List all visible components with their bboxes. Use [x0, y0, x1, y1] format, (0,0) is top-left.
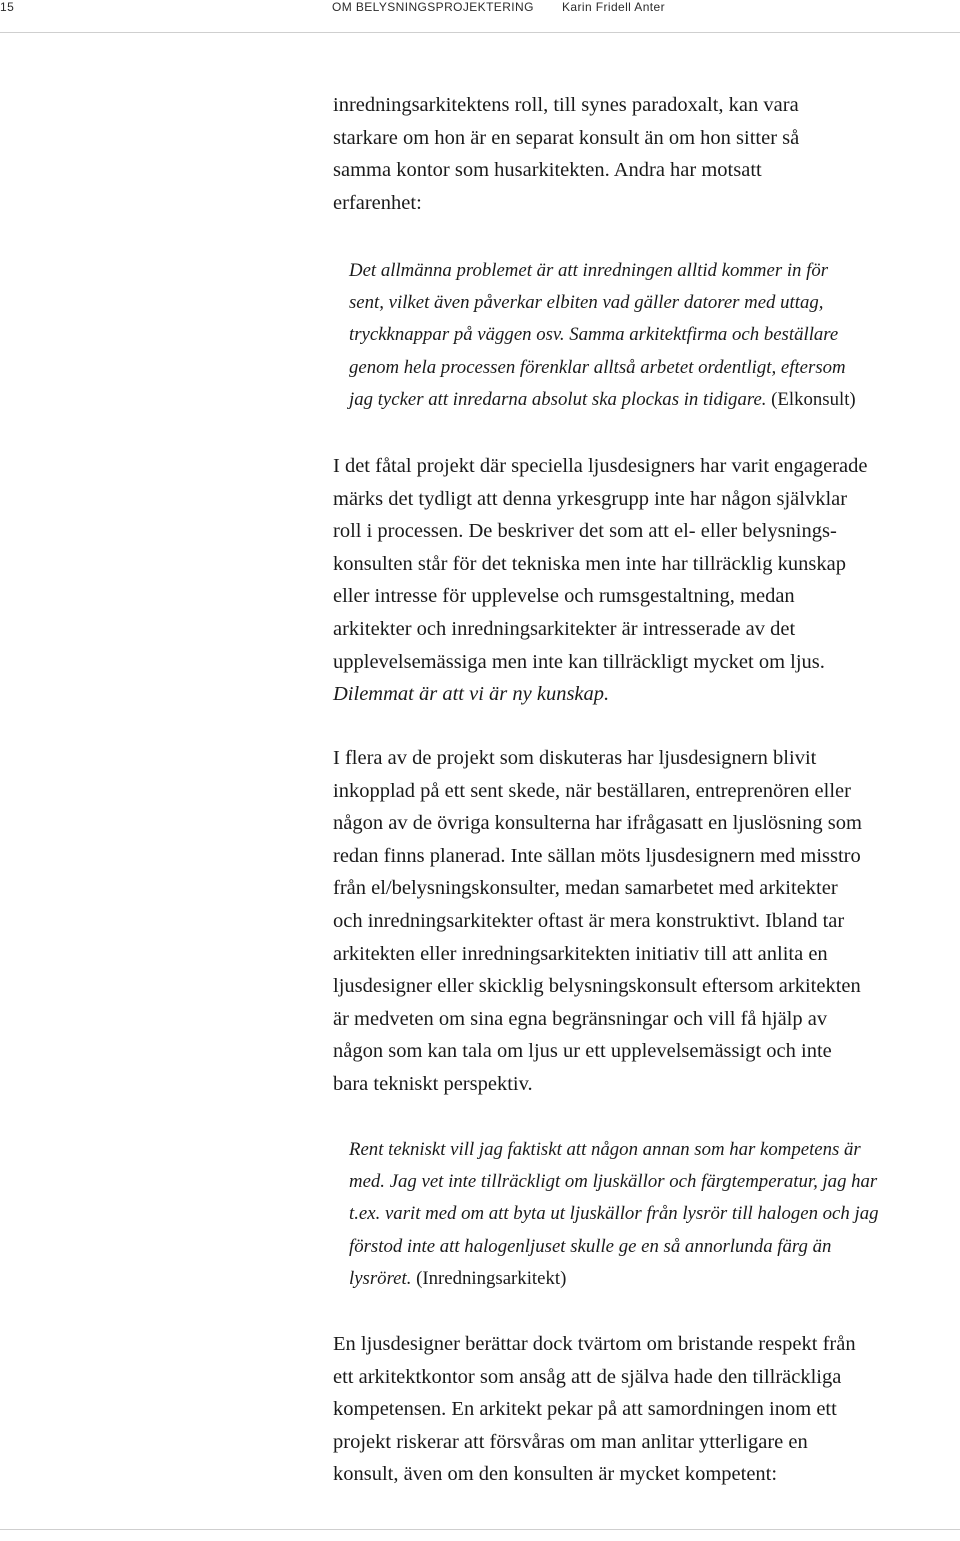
quote-line: Det allmänna problemet är att inredningen alltid kommer in för — [349, 260, 829, 281]
text-line: projekt riskerar att försvåras om man anlitar ytterligare en — [333, 1430, 808, 1453]
quote-line: t.ex. varit med om att byta ut ljuskällor från lysrör till halogen och jag — [349, 1203, 879, 1225]
quote-line: Rent tekniskt vill jag faktiskt att någon annan som har kompetens är — [349, 1139, 861, 1160]
text-line: En ljusdesigner berättar dock tvärtom om bristande respekt från — [333, 1333, 856, 1355]
running-header — [0, 0, 960, 30]
text-line: märks det tydligt att denna yrkesgrupp inte har någon självklar — [333, 487, 848, 510]
page-number: 15 — [0, 0, 15, 14]
quote-line: jag tycker att inredarna absolut ska plockas in tidigare. — [349, 388, 767, 410]
quote-source: (Inredningsarkitekt) — [411, 1267, 567, 1289]
text-line: roll i processen. De beskriver det som att el- eller belysnings- — [333, 520, 837, 543]
text-line: starkare om hon är en separat konsult än om hon sitter så — [333, 126, 800, 149]
quote-line: tryckknappar på väggen osv. Samma arkitektfirma och beställare — [349, 324, 839, 346]
quote-line: förstod inte att halogenljuset skulle ge en så annorlunda färg än — [349, 1235, 832, 1257]
text-line: från el/belysningskonsulter, medan samarbetet med arkitekter — [333, 877, 838, 900]
text-line: någon av de övriga konsulterna har ifrågasatt en ljuslösning som — [333, 812, 862, 835]
text-line: I det fåtal projekt där speciella ljusdesigners har varit engagerade — [333, 455, 868, 477]
quote-source: (Elkonsult) — [766, 388, 856, 410]
text-line: kompetensen. En arkitekt pekar på att samordningen inom ett — [333, 1398, 837, 1421]
quote-last-line — [349, 384, 959, 416]
paragraph-4 — [333, 1328, 959, 1491]
text-line: är medveten om sina egna begränsningar och vill få hjälp av — [333, 1007, 828, 1030]
text-line: I flera av de projekt som diskuteras har ljusdesignern blivit — [333, 747, 817, 769]
text-line: eller intresse för upplevelse och rumsgestaltning, medan — [333, 585, 795, 608]
interview-quote-1 — [349, 255, 959, 416]
text-line: och inredningsarkitekter oftast är mera konstruktivt. Ibland tar — [333, 909, 845, 932]
header-rule — [0, 32, 960, 33]
quote-line: lysröret. — [349, 1267, 412, 1289]
text-line: bara tekniskt perspektiv. — [333, 1072, 533, 1095]
italic-quote-line: Dilemmat är att vi är ny kunskap. — [333, 683, 610, 706]
quote-last-line — [349, 1263, 959, 1295]
footer-rule — [0, 1529, 960, 1530]
text-line: upplevelsemässiga men inte kan tillräckligt mycket om ljus. — [333, 650, 825, 673]
paragraph-1 — [333, 89, 959, 219]
text-line: konsulten står för det tekniska men inte har tillräcklig kunskap — [333, 552, 846, 575]
text-line: arkitekten eller inredningsarkitekten initiativ till att anlita en — [333, 942, 828, 965]
text-line: inkopplad på ett sent skede, när beställaren, entreprenören eller — [333, 779, 851, 802]
text-line: erfarenhet: — [333, 191, 422, 214]
text-line: någon som kan tala om ljus ur ett upplevelsemässigt och inte — [333, 1040, 832, 1063]
paragraph-2 — [333, 450, 959, 711]
text-line: inredningsarkitektens roll, till synes paradoxalt, kan vara — [333, 94, 799, 116]
quote-line: med. Jag vet inte tillräckligt om ljuskällor och färgtemperatur, jag har — [349, 1171, 878, 1193]
text-line: konsult, även om den konsulten är mycket kompetent: — [333, 1463, 778, 1486]
author-name: Karin Fridell Anter — [562, 0, 665, 14]
text-line: ett arkitektkontor som ansåg att de själva hade den tillräckliga — [333, 1365, 842, 1388]
interview-quote-2 — [349, 1134, 959, 1295]
text-line: arkitekter och inredningsarkitekter är intresserade av det — [333, 617, 796, 640]
section-title: OM BELYSNINGSPROJEKTERING — [332, 0, 534, 14]
paragraph-3 — [333, 742, 959, 1101]
quote-line: genom hela processen förenklar alltså arbetet ordentligt, eftersom — [349, 356, 846, 378]
text-line: redan finns planerad. Inte sällan möts ljusdesignern med misstro — [333, 844, 861, 867]
text-line: samma kontor som husarkitekten. Andra har motsatt — [333, 159, 762, 182]
quote-line: sent, vilket även påverkar elbiten vad gäller datorer med uttag, — [349, 292, 824, 314]
text-line: ljusdesigner eller skicklig belysningskonsult eftersom arkitekten — [333, 975, 861, 998]
